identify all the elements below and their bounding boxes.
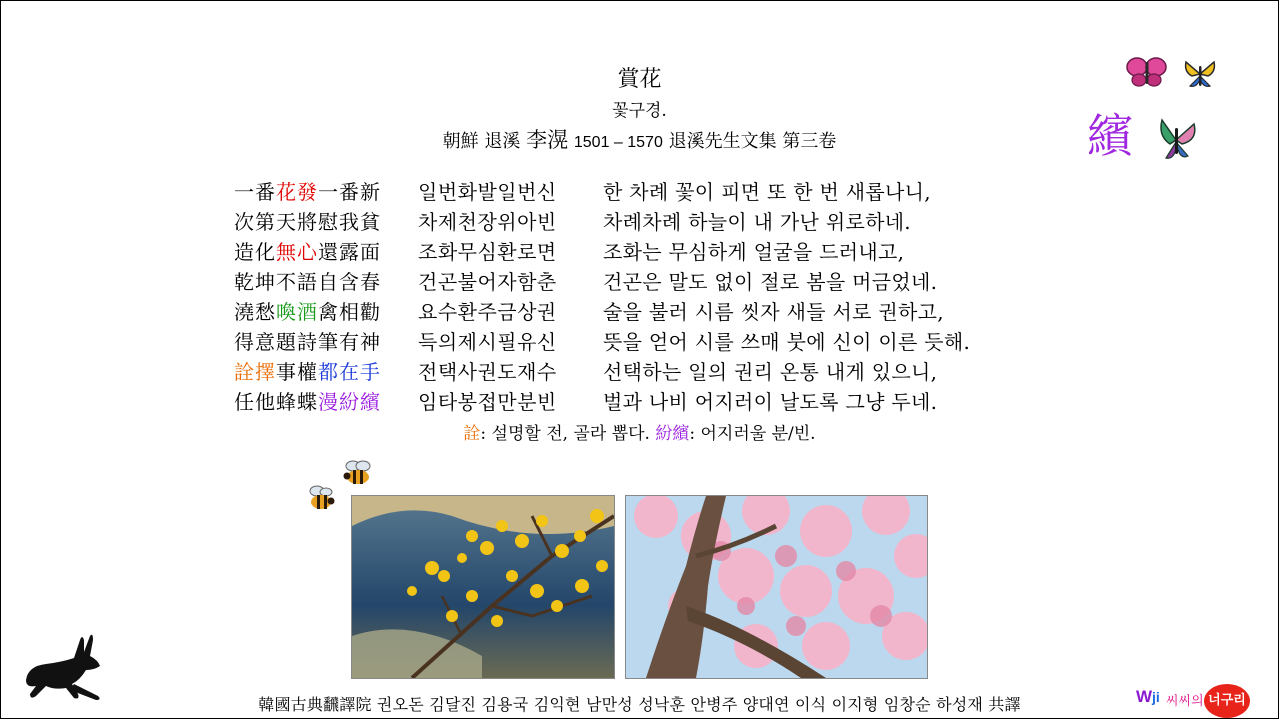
hangul-line: 차제천장위아빈 — [418, 210, 557, 234]
brand-logo — [1134, 684, 1279, 719]
logo-ssi-text: 씨씨의 — [1166, 694, 1204, 709]
translation-line: 벌과 나비 어지러이 날도록 그냥 두네. — [603, 390, 938, 414]
translation-line: 조화는 무심하게 얼굴을 드러내고, — [603, 240, 905, 264]
highlight-character: 繽 — [1087, 109, 1133, 163]
hangul-line: 요수환주금상권 — [418, 300, 557, 324]
poem-subtitle: 꽃구경. — [612, 101, 667, 121]
cherry-blossom-photo — [625, 495, 928, 679]
translation-line: 뜻을 얻어 시를 쓰매 붓에 신이 이른 듯해. — [603, 330, 971, 354]
hanja-line — [234, 357, 381, 387]
hangul-line: 득의제시필유신 — [418, 330, 557, 354]
hangul-line: 임타봉접만분빈 — [418, 390, 557, 414]
hanja-segment: 詮擇 — [234, 360, 276, 384]
hanja-segment: 禽相勸 — [318, 300, 381, 324]
hanja-segment: 花發 — [276, 180, 318, 204]
author-name: 李滉 — [526, 128, 569, 152]
hanja-segment: 都在手 — [318, 360, 381, 384]
poem-translation-column — [603, 177, 970, 417]
note-term-2: 紛繽 — [655, 424, 690, 444]
hanja-segment: 漫紛繽 — [318, 390, 381, 414]
hanja-segment: 造化 — [234, 240, 276, 264]
butterfly-green-icon — [1156, 114, 1200, 164]
translation-line: 선택하는 일의 권리 온통 내게 있으니, — [603, 360, 938, 384]
hanja-line — [234, 237, 381, 267]
yellow-blossom-photo — [351, 495, 615, 679]
vocab-note — [0, 419, 1279, 444]
translator-credits: 韓國古典飜譯院 권오돈 김달진 김용국 김익현 남만성 성낙훈 안병주 양대연 이식 이지형 임창순 하성재 共譯 — [258, 695, 1021, 714]
logo-wji: Wji — [1136, 687, 1160, 706]
hanja-segment: 喚酒 — [276, 300, 318, 324]
hanja-line — [234, 267, 381, 297]
hangul-line: 조화무심환로면 — [418, 240, 557, 264]
translation-line: 술을 불러 시름 씻자 새들 서로 권하고, — [603, 300, 944, 324]
poem-title: 賞花 — [617, 67, 662, 92]
hanja-segment: 得意題詩筆有神 — [234, 330, 381, 354]
hangul-line: 일번화발일번신 — [418, 180, 557, 204]
hangul-line: 건곤불어자함춘 — [418, 270, 557, 294]
hangul-line: 전택사권도재수 — [418, 360, 557, 384]
hanja-segment: 一番 — [234, 180, 276, 204]
logo-badge: 너구리 — [1204, 684, 1250, 718]
hanja-segment: 次第天將慰我貧 — [234, 210, 381, 234]
hanja-segment: 乾坤不語自含春 — [234, 270, 381, 294]
bee-icon — [303, 483, 337, 513]
note-def-2: : 어지러울 분/빈. — [689, 424, 816, 444]
butterfly-yellow-icon — [1182, 58, 1218, 92]
hanja-segment: 無心 — [276, 240, 318, 264]
hanja-line — [234, 327, 381, 357]
hanja-line — [234, 387, 381, 417]
note-def-1: : 설명할 전, 골라 뽑다. — [480, 424, 656, 444]
translation-line: 한 차례 꽃이 피면 또 한 번 새롭나니, — [603, 180, 931, 204]
hanja-line — [234, 297, 381, 327]
hanja-segment: 任他蜂蝶 — [234, 390, 318, 414]
poem-hanja-column — [234, 177, 381, 417]
hanja-segment: 還露面 — [318, 240, 381, 264]
author-years: 1501 – 1570 — [573, 134, 663, 151]
translation-line: 건곤은 말도 없이 절로 봄을 머금었네. — [603, 270, 938, 294]
hanja-line — [234, 177, 381, 207]
translation-line: 차례차례 하늘이 내 가난 위로하네. — [603, 210, 911, 234]
poem-hangul-column — [418, 177, 557, 417]
hanja-line — [234, 207, 381, 237]
hanja-segment: 一番新 — [318, 180, 381, 204]
bee-icon — [341, 458, 375, 488]
butterfly-pink-icon — [1126, 56, 1168, 90]
hanja-segment: 澆愁 — [234, 300, 276, 324]
source-text: 退溪先生文集 第三卷 — [668, 131, 837, 152]
note-term-1: 詮 — [463, 424, 481, 444]
author-prefix: 朝鮮 退溪 — [442, 131, 521, 152]
hanja-segment: 事權 — [276, 360, 318, 384]
